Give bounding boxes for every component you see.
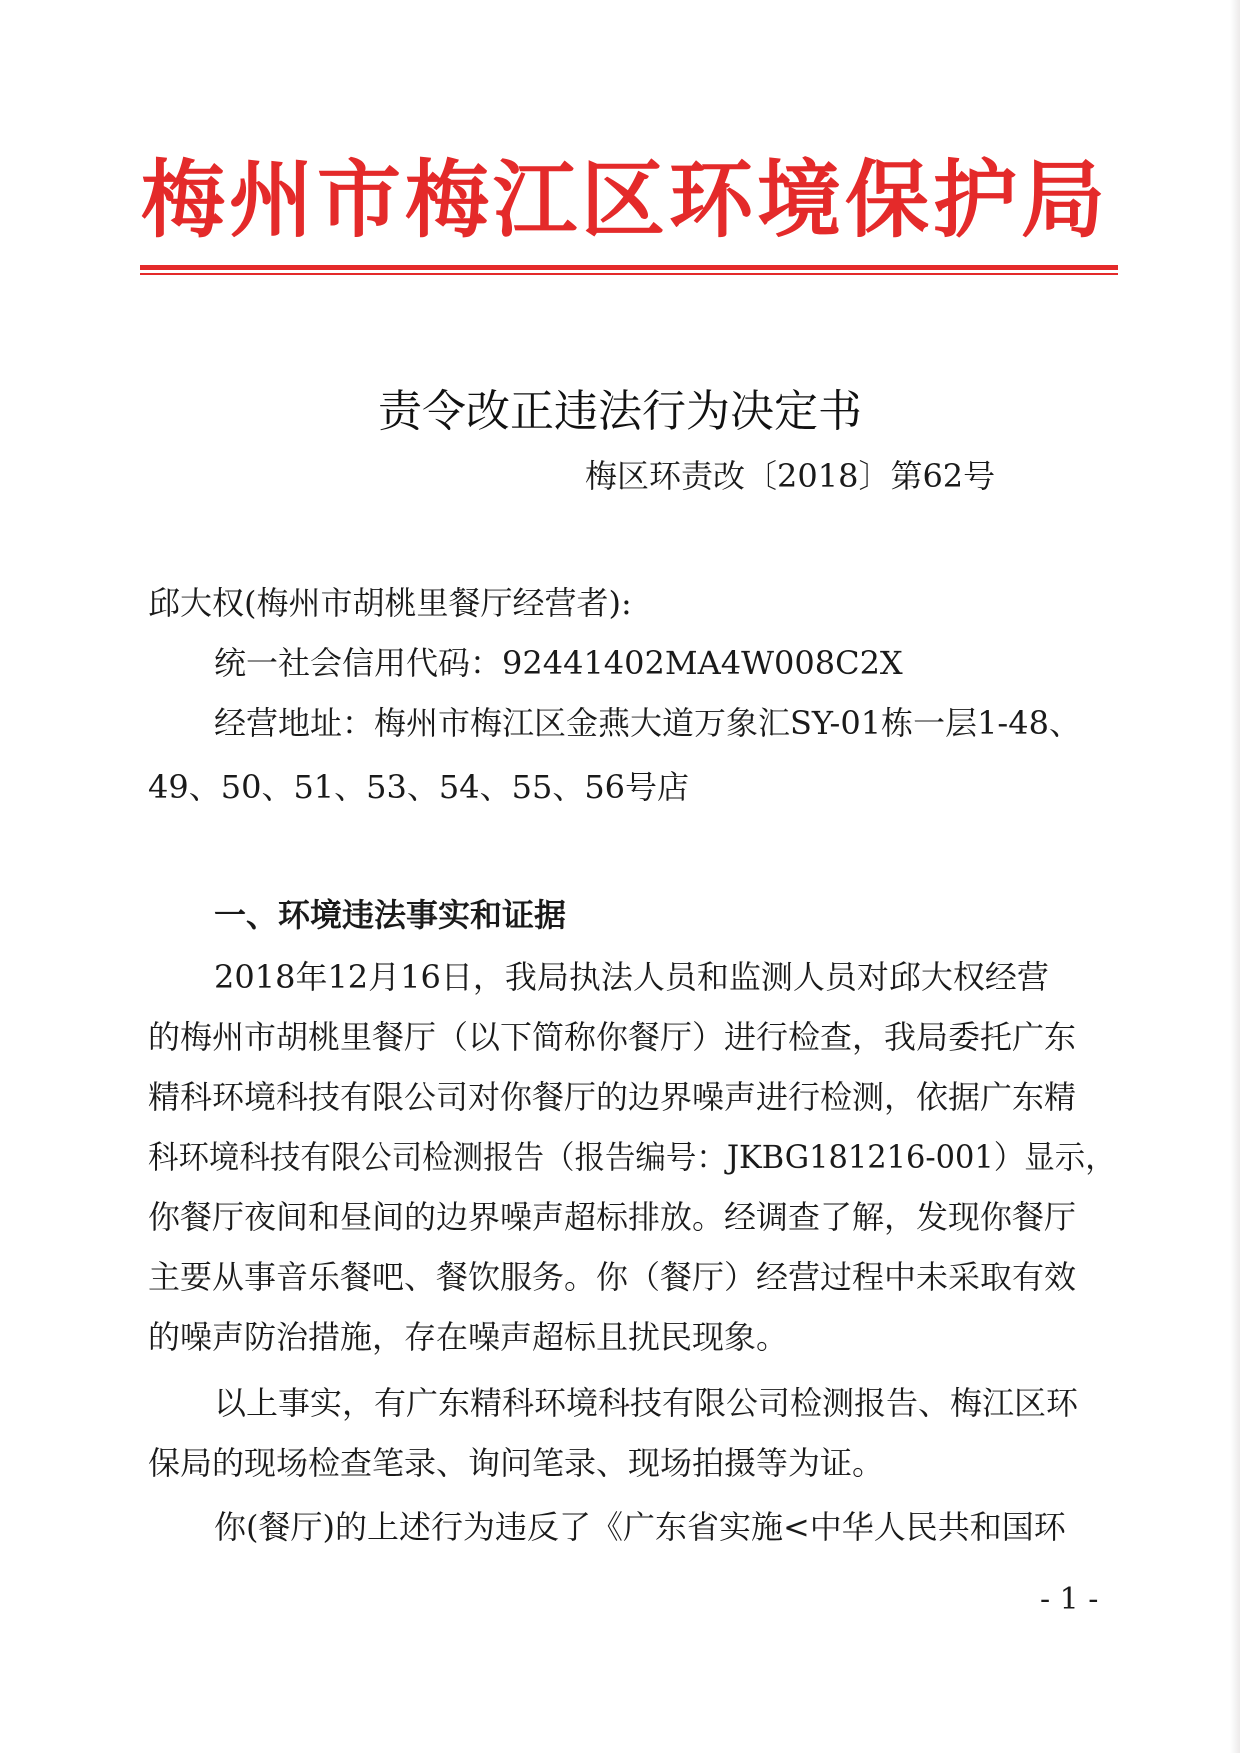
section-one-line-9: 保局的现场检查笔录、询问笔录、现场拍摄等为证。 [148,1444,885,1482]
recipient-address-line-1: 经营地址：梅州市梅江区金燕大道万象汇SY-01栋一层1-48、 [214,704,1081,742]
document-number: 梅区环责改〔2018〕第62号 [585,457,996,495]
recipient-address-line-2: 49、50、51、53、54、55、56号店 [148,768,690,806]
section-one-line-4: 科环境科技有限公司检测报告（报告编号：JKBG181216-001）显示， [148,1138,1116,1176]
agency-letterhead: 梅州市梅江区环境保护局 [140,150,1109,249]
section-one-line-6: 主要从事音乐餐吧、餐饮服务。你（餐厅）经营过程中未采取有效 [148,1258,1077,1296]
scan-edge-shadow [1230,0,1240,1753]
letterhead-rule-thin [140,273,1118,275]
section-one-line-10: 你(餐厅)的上述行为违反了《广东省实施<中华人民共和国环 [214,1508,1066,1546]
section-one-line-5: 你餐厅夜间和昼间的边界噪声超标排放。经调查了解，发现你餐厅 [148,1198,1077,1236]
section-one-heading: 一、环境违法事实和证据 [214,896,567,934]
letterhead-rule-thick [140,265,1118,270]
section-one-line-2: 的梅州市胡桃里餐厅（以下简称你餐厅）进行检查，我局委托广东 [148,1018,1077,1056]
recipient-credit-code: 统一社会信用代码：92441402MA4W008C2X [214,644,903,682]
page-number: - 1 - [1040,1582,1099,1617]
recipient-name: 邱大权(梅州市胡桃里餐厅经营者): [148,584,632,622]
section-one-line-3: 精科环境科技有限公司对你餐厅的边界噪声进行检测，依据广东精 [148,1078,1077,1116]
document-title: 责令改正违法行为决定书 [378,386,862,437]
section-one-line-1: 2018年12月16日，我局执法人员和监测人员对邱大权经营 [214,958,1049,996]
section-one-line-8: 以上事实，有广东精科环境科技有限公司检测报告、梅江区环 [214,1384,1079,1422]
section-one-line-7: 的噪声防治措施，存在噪声超标且扰民现象。 [148,1318,789,1356]
